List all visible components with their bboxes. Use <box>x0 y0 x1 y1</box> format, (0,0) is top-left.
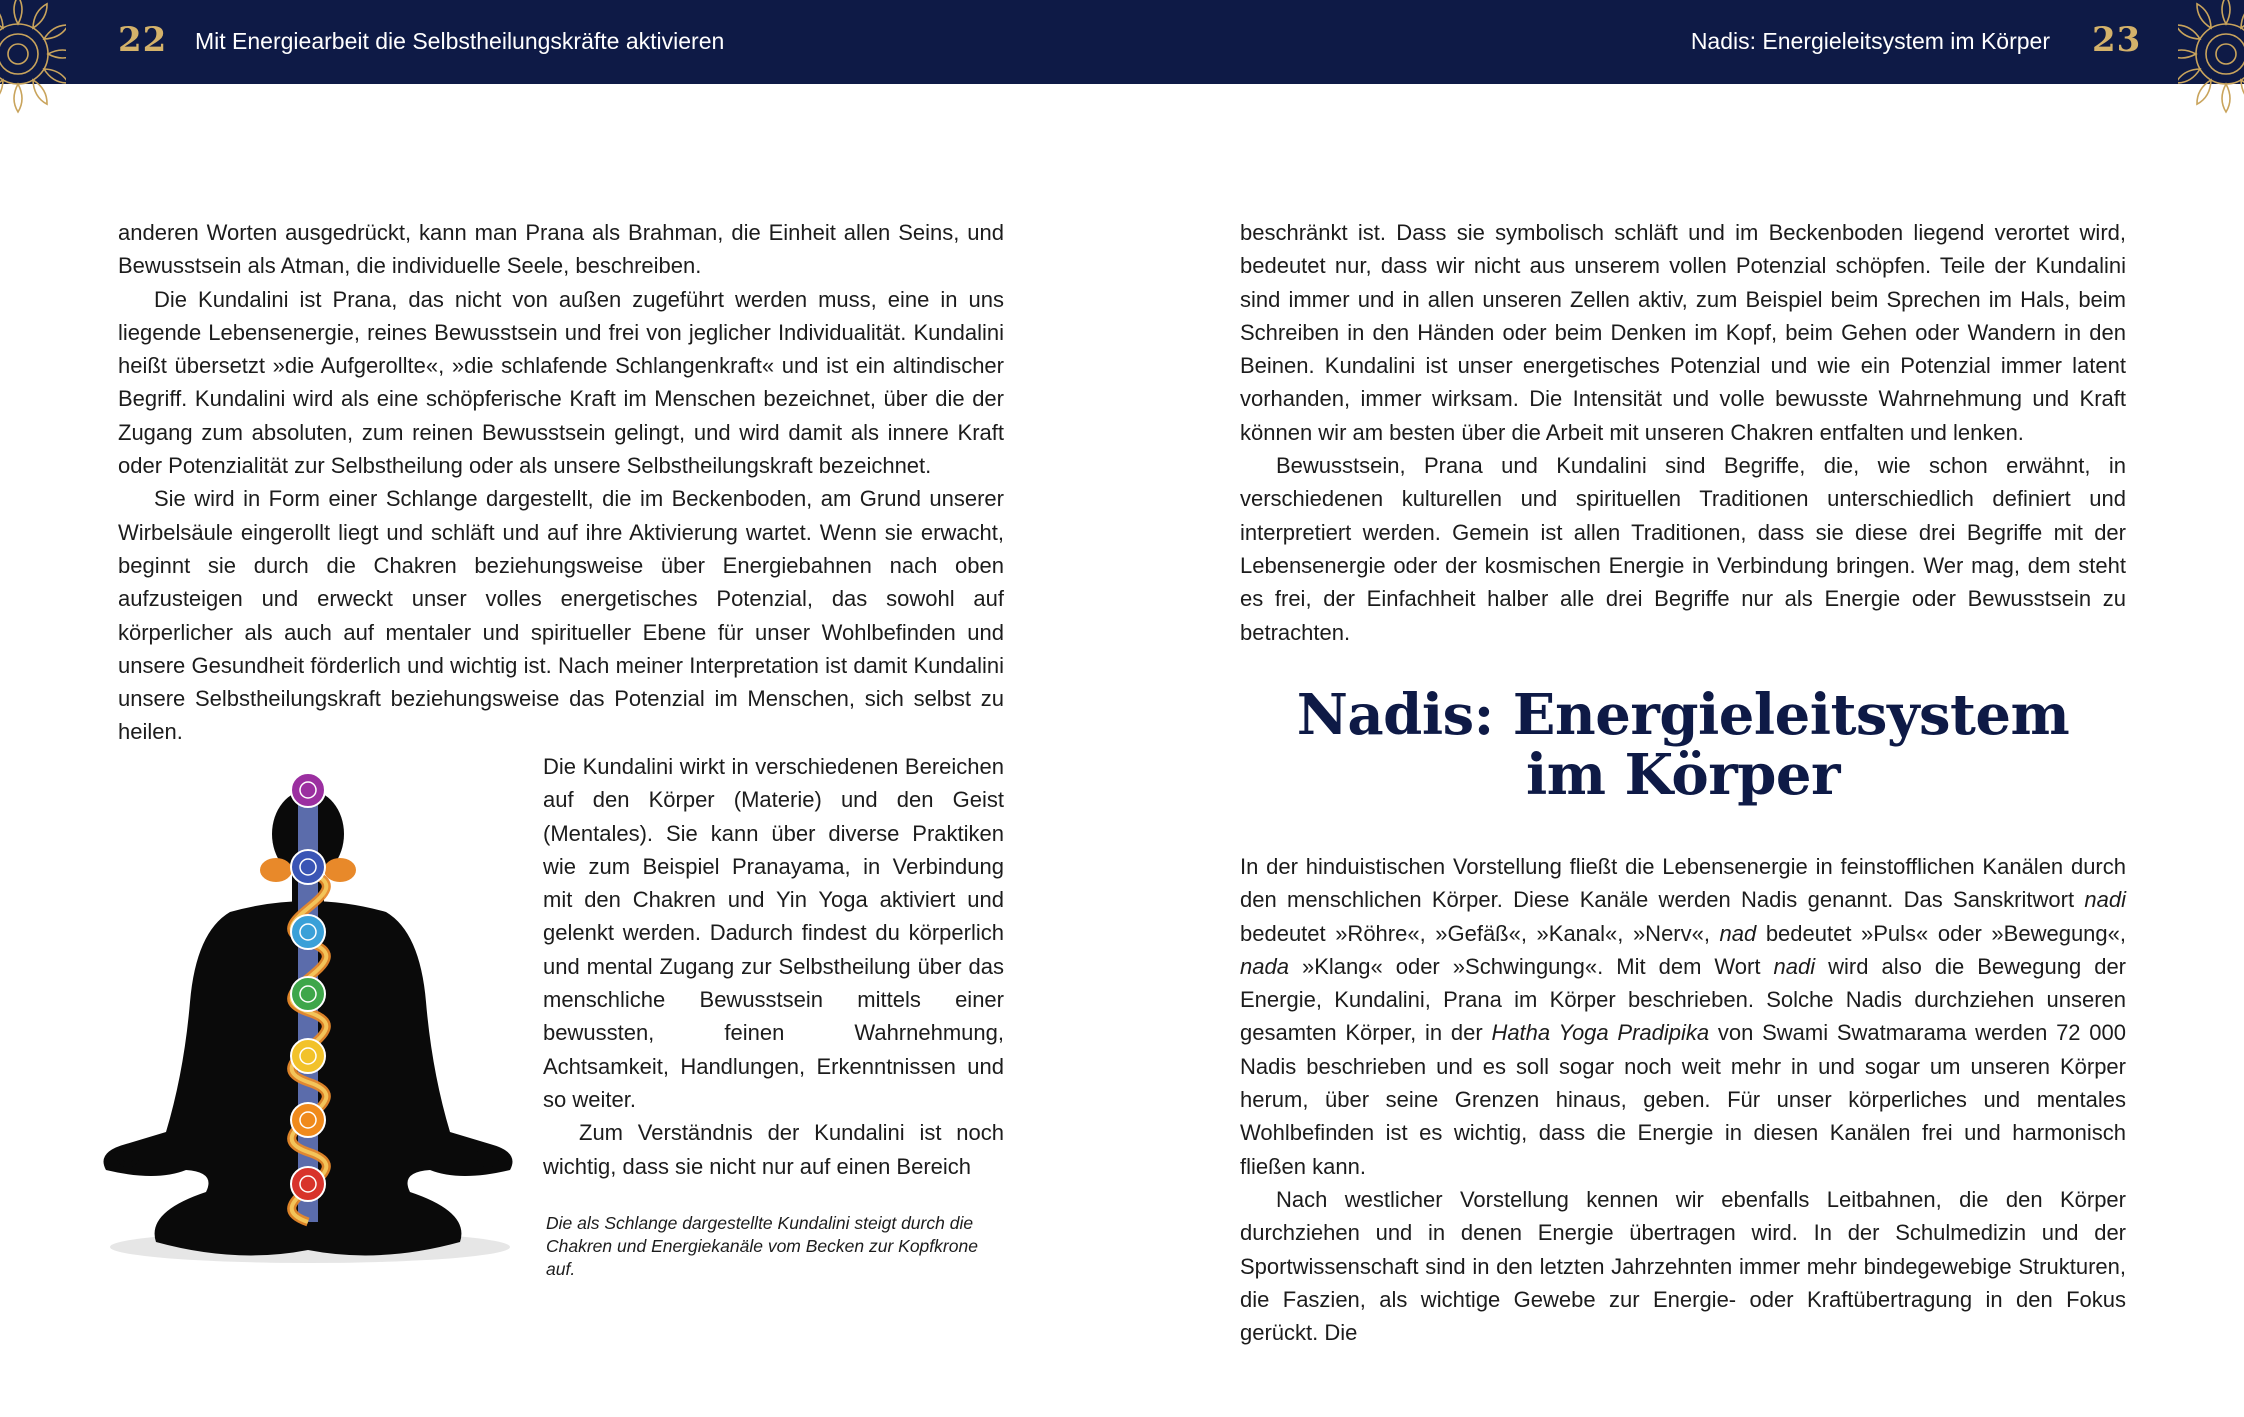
section-heading-line: Nadis: Energieleitsystem <box>1296 682 2070 748</box>
paragraph: Nach westlicher Vorstellung kennen wir ebenfalls Leitbahnen, die den Körper durchziehen und in denen Energie übertragen wird. In der Schulmedizin und der Sportwissenschaft sind in den letzten Jahrzehnten immer mehr bindegewebige Strukturen, die Faszien, als wichtige Gewebe zur Energie- oder Kraftübertragung in den Fokus gerückt. Die <box>1240 1186 2126 1346</box>
right-running-head: Nadis: Energieleitsystem im Körper <box>1690 28 2050 54</box>
paragraph: Die Kundalini wirkt in verschiedenen Bereichen auf den Körper (Materie) und den Geist (Mentales). Sie kann über diverse Praktiken wie zum Beispiel Pranayama, in Verbindung mit den Chakren und Yin Yoga aktiviert und gelenkt werden. Dadurch findest du körperlich und mental Zugang zur Selbstheilung über das menschliche Bewusstsein mittels einer bewussten, feinen Wahrnehmung, Achtsamkeit, Handlungen, Erkenntnissen und so weiter. <box>543 754 1004 1112</box>
paragraph: Sie wird in Form einer Schlange dargestellt, die im Beckenboden, am Grund unserer Wirbelsäule eingerollt liegt und schläft und auf ihre Aktivierung wartet. Wenn sie erwacht, beginnt sie durch die Chakren beziehungsweise über Energiebahnen nach oben aufzusteigen und erweckt unser volles energetisches Potenzial, das sowohl auf körperlicher als auch auf mentaler und spiritueller Ebene für unser Wohlbefinden und unsere Gesundheit förderlich und wichtig ist. Nach meiner Interpretation ist damit Kundalini unsere Selbstheilungskraft beziehungsweise das Potenzial im Menschen, sich selbst zu heilen. <box>118 486 1004 745</box>
left-page-number: 22 <box>118 20 168 60</box>
chakra-icon <box>291 977 325 1011</box>
left-running-head: Mit Energiearbeit die Selbstheilungskräfte aktivieren <box>195 28 725 54</box>
paragraph: Zum Verständnis der Kundalini ist noch wichtig, dass sie nicht nur auf einen Bereich <box>543 1120 1004 1179</box>
right-page-number: 23 <box>2092 20 2142 60</box>
paragraph: beschränkt ist. Dass sie symbolisch schläft und im Beckenboden liegend verortet wird, bedeutet nur, dass wir nicht aus unserem vollen Potenzial schöpfen. Teile der Kundalini sind immer und in allen unseren Zellen aktiv, zum Beispiel beim Sprechen im Hals, beim Schreiben in den Händen oder beim Denken im Kopf, beim Gehen oder Wandern in den Beinen. Kundalini ist unser energetisches Potenzial und wie ein Potenzial immer latent vorhanden, immer wirksam. Die Intensität und volle bewusste Wahrnehmung und Kraft können wir am besten über die Arbeit mit unseren Chakren entfalten und lenken. <box>1240 220 2126 445</box>
chakra-icon <box>291 850 325 884</box>
section-heading-line: im Körper <box>1525 742 1841 808</box>
mandala-ornament-right-icon <box>2178 0 2244 120</box>
paragraph: In der hinduistischen Vorstellung fließt die Lebensenergie in feinstofflichen Kanälen durch den menschlichen Körper. Diese Kanäle werden Nadis genannt. Das Sanskritwort nadi bedeutet »Röhre«, »Gefäß«, »Kanal«, »Nerv«, nad bedeutet »Puls« oder »Bewegung«, nada »Klang« oder »Schwingung«. Mit dem Wort nadi wird also die Bewegung der Energie, Kundalini, Prana im Körper beschrieben. Solche Nadis durchziehen unseren gesamten Körper, in der Hatha Yoga Pradipika von Swami Swatmarama werden 72 000 Nadis beschrieben und es soll sogar noch weit mehr in und sogar um unseren Körper herum, über seine Grenzen hinaus, geben. Für unser körperliches und mentales Wohlbefinden ist es wichtig, dass die Energie in diesen Kanälen frei und harmonisch fließen kann. <box>1240 854 2127 1179</box>
figure-caption: Die als Schlange dargestellte Kundalini steigt durch die Chakren und Energiekanäle vom Becken zur Kopfkrone auf. <box>546 1213 978 1279</box>
section-heading <box>1240 682 2126 808</box>
paragraph: Bewusstsein, Prana und Kundalini sind Begriffe, die, wie schon erwähnt, in verschiedenen kulturellen und spirituellen Traditionen unterschiedlich definiert und interpretiert werden. Gemein ist allen Traditionen, dass sie diese drei Begriffe mit der Lebensenergie oder der kosmischen Energie in Verbindung bringen. Wer mag, dem steht es frei, der Einfachheit halber alle drei Begriffe nur als Energie oder Bewusstsein zu betrachten. <box>1240 453 2126 645</box>
kundalini-meditation-figure <box>80 772 530 1272</box>
left-body-text <box>118 216 1004 749</box>
right-body-text-nadis <box>1240 850 2126 1349</box>
left-wrapped-text <box>543 750 1004 1183</box>
right-body-text-top <box>1240 216 2126 649</box>
chakra-icon <box>291 773 325 807</box>
mandala-ornament-left-icon <box>0 0 66 120</box>
chakra-icon <box>291 1103 325 1137</box>
paragraph: Die Kundalini ist Prana, das nicht von außen zugeführt werden muss, eine in uns liegende Lebensenergie, reines Bewusstsein und frei von jeglicher Individualität. Kundalini heißt übersetzt »die Aufgerollte«, »die schlafende Schlangenkraft« und ist ein altindischer Begriff. Kundalini wird als eine schöpferische Kraft im Menschen bezeichnet, über die der Zugang zum absoluten, zum reinen Bewusstsein gelingt, und wird damit als innere Kraft oder Potenzialität zur Selbstheilung oder als unsere Selbstheilungskraft bezeichnet. <box>118 286 1004 479</box>
chakra-icon <box>291 1039 325 1073</box>
paragraph: anderen Worten ausgedrückt, kann man Prana als Brahman, die Einheit allen Seins, und Bewusstsein als Atman, die individuelle Seele, beschreiben. <box>118 220 1004 279</box>
chakra-icon <box>291 915 325 949</box>
chakra-icon <box>291 1167 325 1201</box>
